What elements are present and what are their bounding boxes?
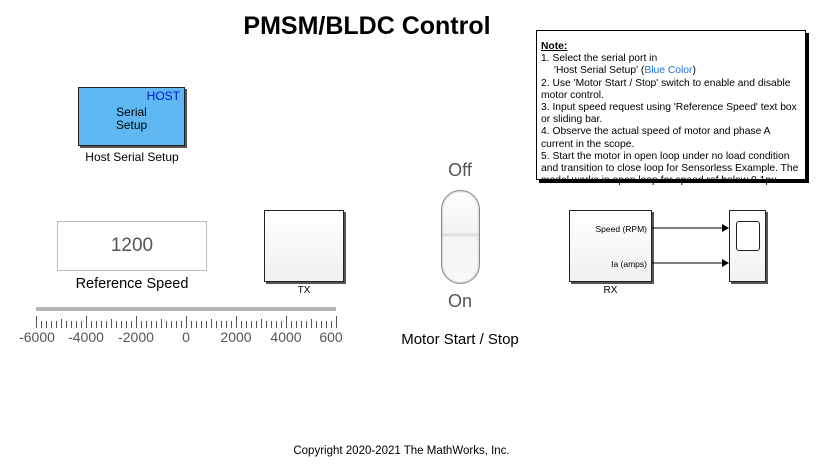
current-signal-arrowhead [722,259,729,267]
serial-setup-label-line1: Serial [116,105,147,119]
reference-speed-slider[interactable] [36,307,336,311]
switch-on-label: On [447,291,472,311]
host-serial-setup-block[interactable] [78,87,185,146]
host-corner-label: HOST [146,89,180,103]
tx-subsystem-block[interactable] [264,210,344,282]
slider-tick-label: -6000 [19,329,55,345]
copyright-text: Copyright 2020-2021 The MathWorks, Inc. [293,445,510,457]
slider-tick-labels [0,329,350,347]
note-line-1b-post: ) [692,65,696,77]
reference-speed-edit-box[interactable]: 1200 [57,221,207,271]
note-line-4: 4. Observe the actual speed of motor and phase A current in the scope. [541,126,770,150]
note-line-1b [541,65,801,77]
serial-setup-label [79,106,184,132]
speed-signal-arrowhead [722,224,729,232]
scope-block[interactable] [729,210,766,282]
rx-label: RX [603,285,618,296]
slider-tick-label: 2000 [220,329,252,345]
rx-subsystem-block[interactable] [569,210,652,282]
tx-label: TX [297,285,311,296]
slider-tick-label: 600 [319,329,343,345]
host-serial-setup-caption: Host Serial Setup [85,150,179,164]
note-blue-color-text: Blue Color [644,65,693,77]
slider-tick-label: 4000 [270,329,302,345]
model-title: PMSM/BLDC Control [243,12,491,40]
note-line-5: 5. Start the motor in open loop under no load condition and transition to close loop for Sensorless Example. The model works in open loop for speed ref below 0.1pu. [541,150,799,187]
signal-lines [652,220,730,270]
scope-icon [736,221,760,251]
slider-scale [36,316,338,328]
switch-off-label: Off [448,160,472,180]
motor-start-stop-label: Motor Start / Stop [401,331,519,348]
rx-port-current: Ia (amps) [611,259,647,269]
note-annotation[interactable] [536,30,806,187]
reference-speed-label: Reference Speed [75,276,189,292]
slider-tick-label: 0 [182,329,190,345]
note-line-3: 3. Input speed request using 'Reference Speed' text box or sliding bar. [541,102,797,126]
slider-tick-label: -4000 [68,329,104,345]
note-line-1b-pre: 'Host Serial Setup' ( [554,65,645,77]
serial-setup-label-line2: Setup [115,118,148,132]
slider-tick-label: -2000 [118,329,154,345]
note-line-2: 2. Use 'Motor Start / Stop' switch to enable and disable motor control. [541,77,791,101]
note-line-1a: 1. Select the serial port in [541,53,658,65]
rx-port-speed: Speed (RPM) [595,224,647,234]
note-heading: Note: [541,41,568,52]
motor-start-stop-toggle[interactable] [441,190,480,284]
